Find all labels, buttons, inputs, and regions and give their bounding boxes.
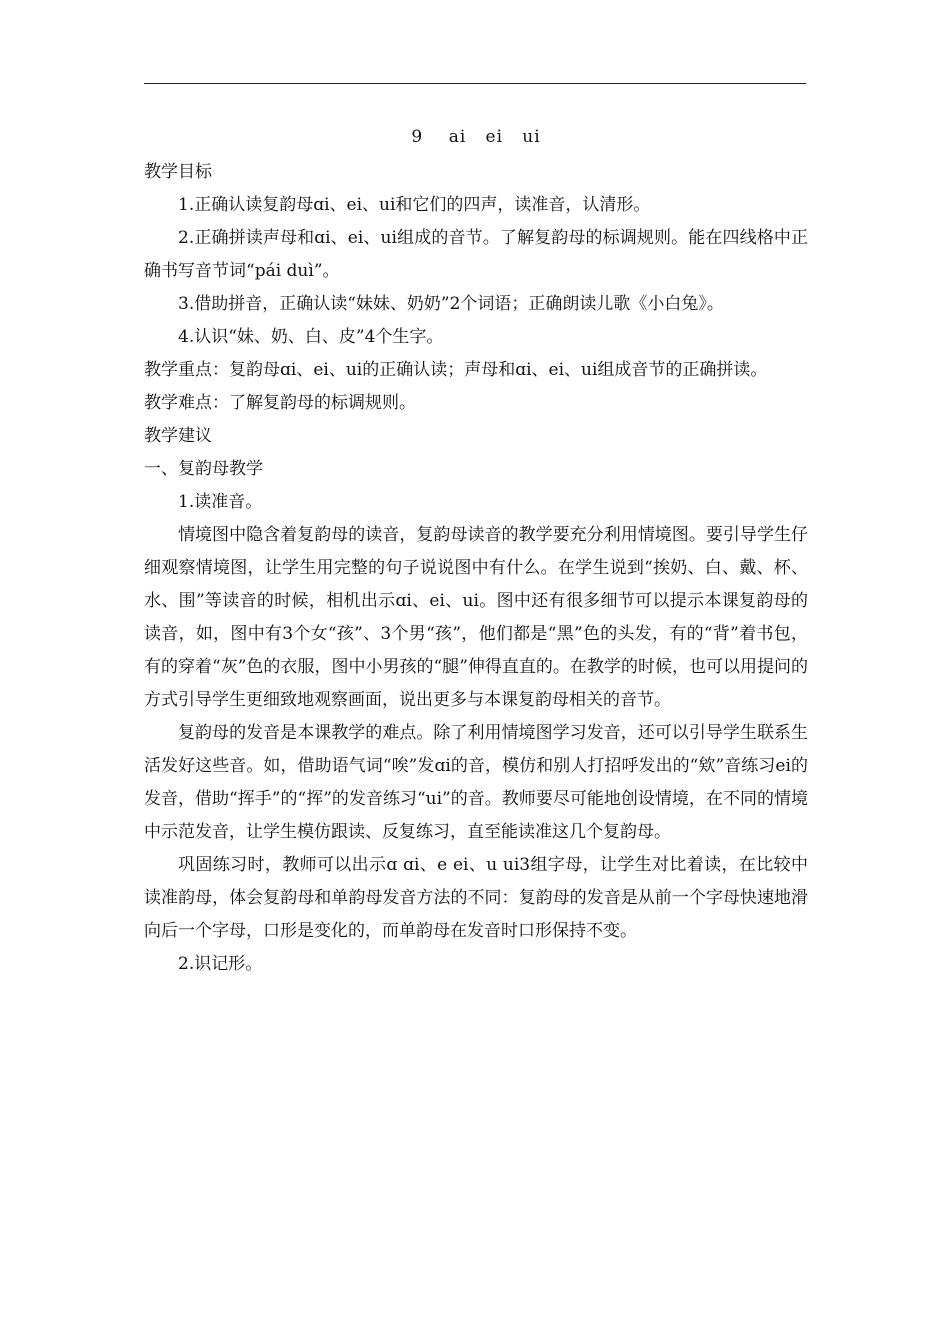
goals-heading: 教学目标 bbox=[144, 162, 212, 182]
body-paragraph: 复韵母的发音是本课教学的难点。除了利用情境图学习发音，还可以引导学生联系生活发好这些音。如，借助语气词“唉”发ɑi的音，模仿和别人打招呼发出的“欸”音练习ei的发音，借助“挥手”的“挥”的发音练习“ui”的音。教师要尽可能地创设情境，在不同的情境中示范发音，让学生模仿跟读、反复练习，直至能读准这几个复韵母。 bbox=[144, 723, 808, 842]
body-paragraph: 巩固练习时，教师可以出示ɑ ɑi、e ei、u ui3组字母，让学生对比着读，在比较中读准韵母，体会复韵母和单韵母发音方法的不同：复韵母的发音是从前一个字母快速地滑向后一个字母，口形是变化的，而单韵母在发音时口形保持不变。 bbox=[144, 855, 808, 941]
subsection-heading: 1.读准音。 bbox=[178, 492, 263, 512]
lesson-title: 9 ai ei ui bbox=[411, 127, 541, 147]
goal-item: 4.认识“妹、奶、白、皮”4个生字。 bbox=[178, 327, 444, 347]
goal-item: 1.正确认读复韵母ɑi、ei、ui和它们的四声，读准音，认清形。 bbox=[178, 195, 651, 215]
goal-item: 3.借助拼音，正确认读“妹妹、奶奶”2个词语；正确朗读儿歌《小白兔》。 bbox=[178, 294, 724, 314]
goal-item: 2.正确拼读声母和ɑi、ei、ui组成的音节。了解复韵母的标调规则。能在四线格中正确书写音节词“pái duì”。 bbox=[144, 228, 808, 281]
key-points: 教学重点：复韵母ɑi、ei、ui的正确认读；声母和ɑi、ei、ui组成音节的正确拼读。 bbox=[144, 360, 768, 380]
section-heading: 一、复韵母教学 bbox=[144, 459, 263, 479]
difficulty: 教学难点：了解复韵母的标调规则。 bbox=[144, 393, 416, 413]
header-rule bbox=[144, 83, 806, 84]
body-paragraph: 情境图中隐含着复韵母的读音，复韵母读音的教学要充分利用情境图。要引导学生仔细观察情境图，让学生用完整的句子说说图中有什么。在学生说到“挨奶、白、戴、杯、水、围”等读音的时候，相机出示ɑi、ei、ui。图中还有很多细节可以提示本课复韵母的读音，如，图中有3个女“孩”、3个男“孩”，他们都是“黑”色的头发，有的“背”着书包，有的穿着“灰”色的衣服，图中小男孩的“腿”伸得直直的。在教学的时候，也可以用提问的方式引导学生更细致地观察画面，说出更多与本课复韵母相关的音节。 bbox=[144, 525, 808, 710]
suggestions-heading: 教学建议 bbox=[144, 426, 212, 446]
subsection-heading: 2.识记形。 bbox=[178, 954, 263, 974]
document-body bbox=[144, 118, 808, 981]
